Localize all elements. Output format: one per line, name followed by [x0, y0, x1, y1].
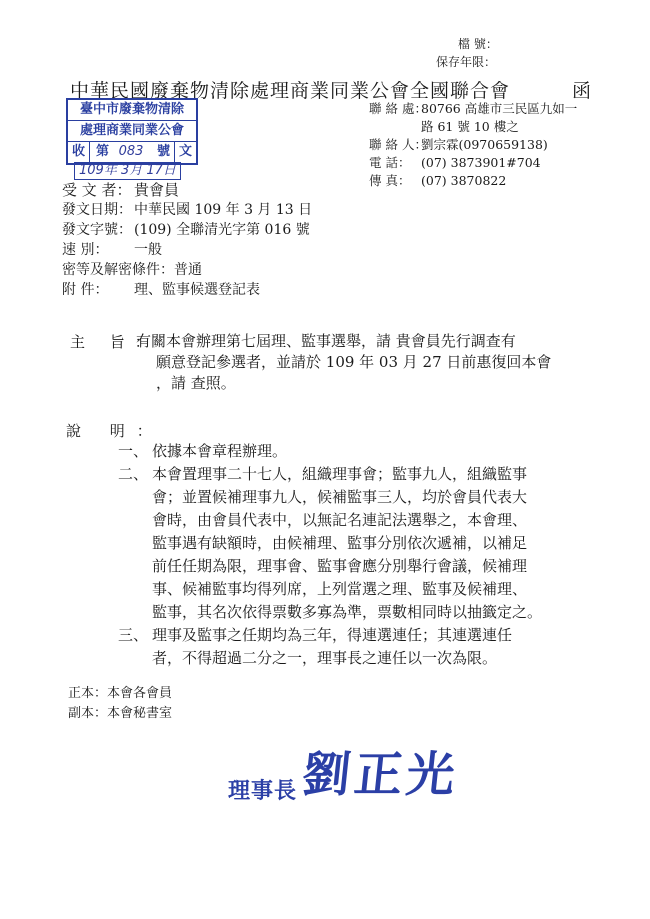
speed: 一般: [134, 242, 162, 258]
fax-label: 傳 真：: [369, 173, 411, 188]
document-title: 中華民國廢棄物清除處理商業同業公會全國聯合會: [70, 80, 511, 102]
contact-block: [369, 100, 577, 190]
item-line: 會；並置候補理事九人，候補監事三人，均於會員代表大: [152, 488, 528, 506]
item-line: 事、候補監事均得列席，上列當選之理、監事及候補理、: [152, 580, 528, 598]
item-line: 會時，由會員代表中，以無記名連記法選舉之，本會理、: [152, 511, 528, 529]
docno-label: 發文字號：: [62, 222, 132, 238]
explanation-item: [118, 624, 542, 670]
item-line: 監事遇有缺額時，由候補理、監事分別依次遞補，以補足: [152, 534, 528, 552]
signature: [228, 736, 462, 805]
signature-title: 理事長: [228, 779, 298, 804]
secret-label: 密等及解密條件：: [62, 262, 174, 278]
stamp-number-row: [68, 142, 196, 163]
address-line1: 80766 高雄市三民區九如一: [421, 101, 578, 116]
distribution-copy: 副本：本會秘書室: [68, 706, 173, 721]
distribution: [68, 684, 172, 724]
speed-label: 速 別：: [62, 242, 109, 258]
file-number-label: 檔 號：: [458, 37, 498, 51]
item-line: 本會置理事二十七人，組織理事會；監事九人，組織監事: [152, 465, 528, 483]
item-line: 依據本會章程辦理。: [152, 442, 288, 460]
signature-name: 劉正光: [299, 747, 462, 803]
explanation-item: [118, 440, 542, 463]
item-line: 者，不得超過二分之一，理事長之連任以一次為限。: [152, 649, 498, 667]
gist-line1: 有關本會辦理第七屆理、監事選舉，請 貴會員先行調查有: [136, 332, 516, 350]
item-text: [152, 463, 542, 624]
distribution-main: 正本：本會各會員: [68, 686, 173, 701]
recipient-label: 受 文 者：: [62, 181, 132, 199]
stamp-org-line2: 處理商業同業公會: [68, 121, 196, 142]
secret-level: 普通: [174, 262, 202, 278]
item-line: 理事及監事之任期均為三年，得連選連任；其連選連任: [152, 626, 513, 644]
retention-label: 保存年限：: [436, 55, 497, 69]
stamp-no-value: 083: [118, 144, 144, 159]
item-number: 二、: [118, 465, 149, 483]
stamp-no-suffix: 號: [153, 142, 175, 163]
issue-date: 中華民國 109 年 3 月 13 日: [134, 202, 313, 218]
archive-info: [436, 35, 498, 71]
address-line2: 路 61 號 10 樓之: [421, 119, 519, 134]
stamp-receive: 收: [68, 142, 90, 163]
attachment-label: 附 件：: [62, 282, 109, 298]
gist-label: 主 旨：: [70, 333, 160, 351]
stamp-org-line1: 臺中市廢棄物清除: [68, 100, 196, 121]
item-line: 監事，其名次依得票數多寡為準，票數相同時以抽籤定之。: [152, 603, 543, 621]
item-number: 三、: [118, 626, 149, 644]
phone-label: 電 話：: [369, 155, 411, 170]
explanation-item: [118, 463, 542, 624]
stamp-date: 109年 3月 17日: [74, 162, 181, 180]
gist-line2: 願意登記參選者，並請於 109 年 03 月 27 日前惠復回本會: [156, 353, 552, 371]
document-type: 函: [572, 80, 592, 102]
person-label: 聯 絡 人：: [369, 137, 427, 152]
gist-body: [120, 331, 551, 394]
document-header: [62, 180, 312, 300]
item-text: [152, 440, 287, 463]
explanation-items: [118, 440, 542, 670]
item-text: [152, 624, 512, 670]
contact-phone: (07) 3873901#704: [421, 155, 541, 170]
item-line: 前任任期為限，理事會、監事會應分別舉行會議，候補理: [152, 557, 528, 575]
contact-person: 劉宗霖(0970659138): [421, 137, 548, 152]
attachment: 理、監事候選登記表: [134, 282, 260, 298]
gist-line3: ，請 查照。: [156, 374, 236, 392]
stamp-doc: 文: [179, 144, 193, 159]
document-number: (109) 全聯清光字第 016 號: [134, 222, 310, 238]
explanation-label: 說 明：: [66, 422, 164, 440]
address-label: 聯 絡 處：: [369, 101, 427, 116]
contact-fax: (07) 3870822: [421, 173, 507, 188]
date-label: 發文日期：: [62, 202, 132, 218]
stamp-no-prefix: 第: [96, 144, 110, 159]
recipient: 貴會員: [134, 181, 180, 199]
receipt-stamp: [66, 98, 198, 165]
item-number: 一、: [118, 442, 149, 460]
